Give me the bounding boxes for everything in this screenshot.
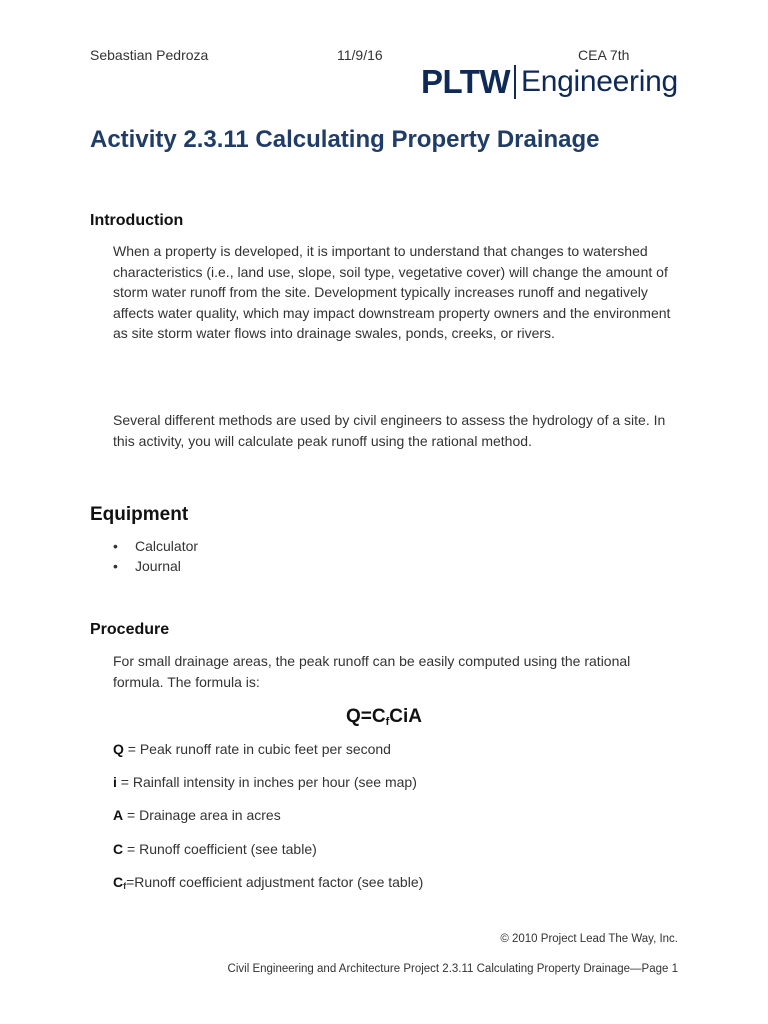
page-title: Activity 2.3.11 Calculating Property Drainage [90,126,600,153]
formula-subscript: f [385,716,390,728]
formula-part: CiA [389,706,422,727]
definition-symbol: Q [113,741,124,757]
definition-symbol: C [113,841,124,857]
bullet-icon: • [113,558,118,574]
definition-q [113,741,391,757]
introduction-paragraph-1: When a property is developed, it is important to understand that changes to watershed characteristics (i.e., land use, slope, soil type, vegetative cover) will change the amount of storm water runoff from the site. Development typically increases runoff and negatively affects water quality, which may impact downstream property owners and the environment as site storm water flows into drainage swales, ponds, creeks, or rivers. [113,243,671,342]
definition-symbol: i [113,774,117,790]
formula-part: Q=C [345,706,386,727]
definition-subscript: f [123,881,127,891]
rational-formula [0,706,768,728]
date: 11/9/16 [337,47,383,63]
pltw-engineering-logo [421,62,678,102]
class-name: CEA 7th [578,47,630,63]
copyright-notice: © 2010 Project Lead The Way, Inc. [500,933,678,945]
logo-pltw-text: PLTW [421,63,511,100]
equipment-item: Journal [135,558,181,574]
definition-text: = Peak runoff rate in cubic feet per second [123,741,391,757]
definition-a [113,807,281,823]
definition-text: = Runoff coefficient (see table) [123,841,317,857]
student-name: Sebastian Pedroza [90,47,209,63]
introduction-paragraph-2: Several different methods are used by civil engineers to assess the hydrology of a site. In this activity, you will calculate peak runoff using the rational method. [113,412,666,449]
definition-text: = Drainage area in acres [123,807,281,823]
definition-cf [113,874,423,891]
logo-divider [514,65,516,99]
bullet-icon: • [113,538,118,554]
list-item [113,536,198,556]
definition-text: = Rainfall intensity in inches per hour (see map) [116,774,417,790]
definition-i [113,774,417,790]
equipment-heading: Equipment [90,504,189,525]
definition-text: =Runoff coefficient adjustment factor (see table) [126,874,424,890]
definition-c [113,841,317,857]
introduction-heading: Introduction [90,212,184,229]
procedure-intro: For small drainage areas, the peak runoff can be easily computed using the rational formula. The formula is: [113,653,631,690]
procedure-heading: Procedure [90,621,170,638]
equipment-item: Calculator [135,538,199,554]
page-footer: Civil Engineering and Architecture Project 2.3.11 Calculating Property Drainage—Page 1 [227,963,678,975]
definition-symbol: C [113,874,124,890]
equipment-list [113,536,198,576]
list-item [113,556,198,576]
logo-engineering-text: Engineering [521,65,678,98]
definition-symbol: A [113,807,124,823]
